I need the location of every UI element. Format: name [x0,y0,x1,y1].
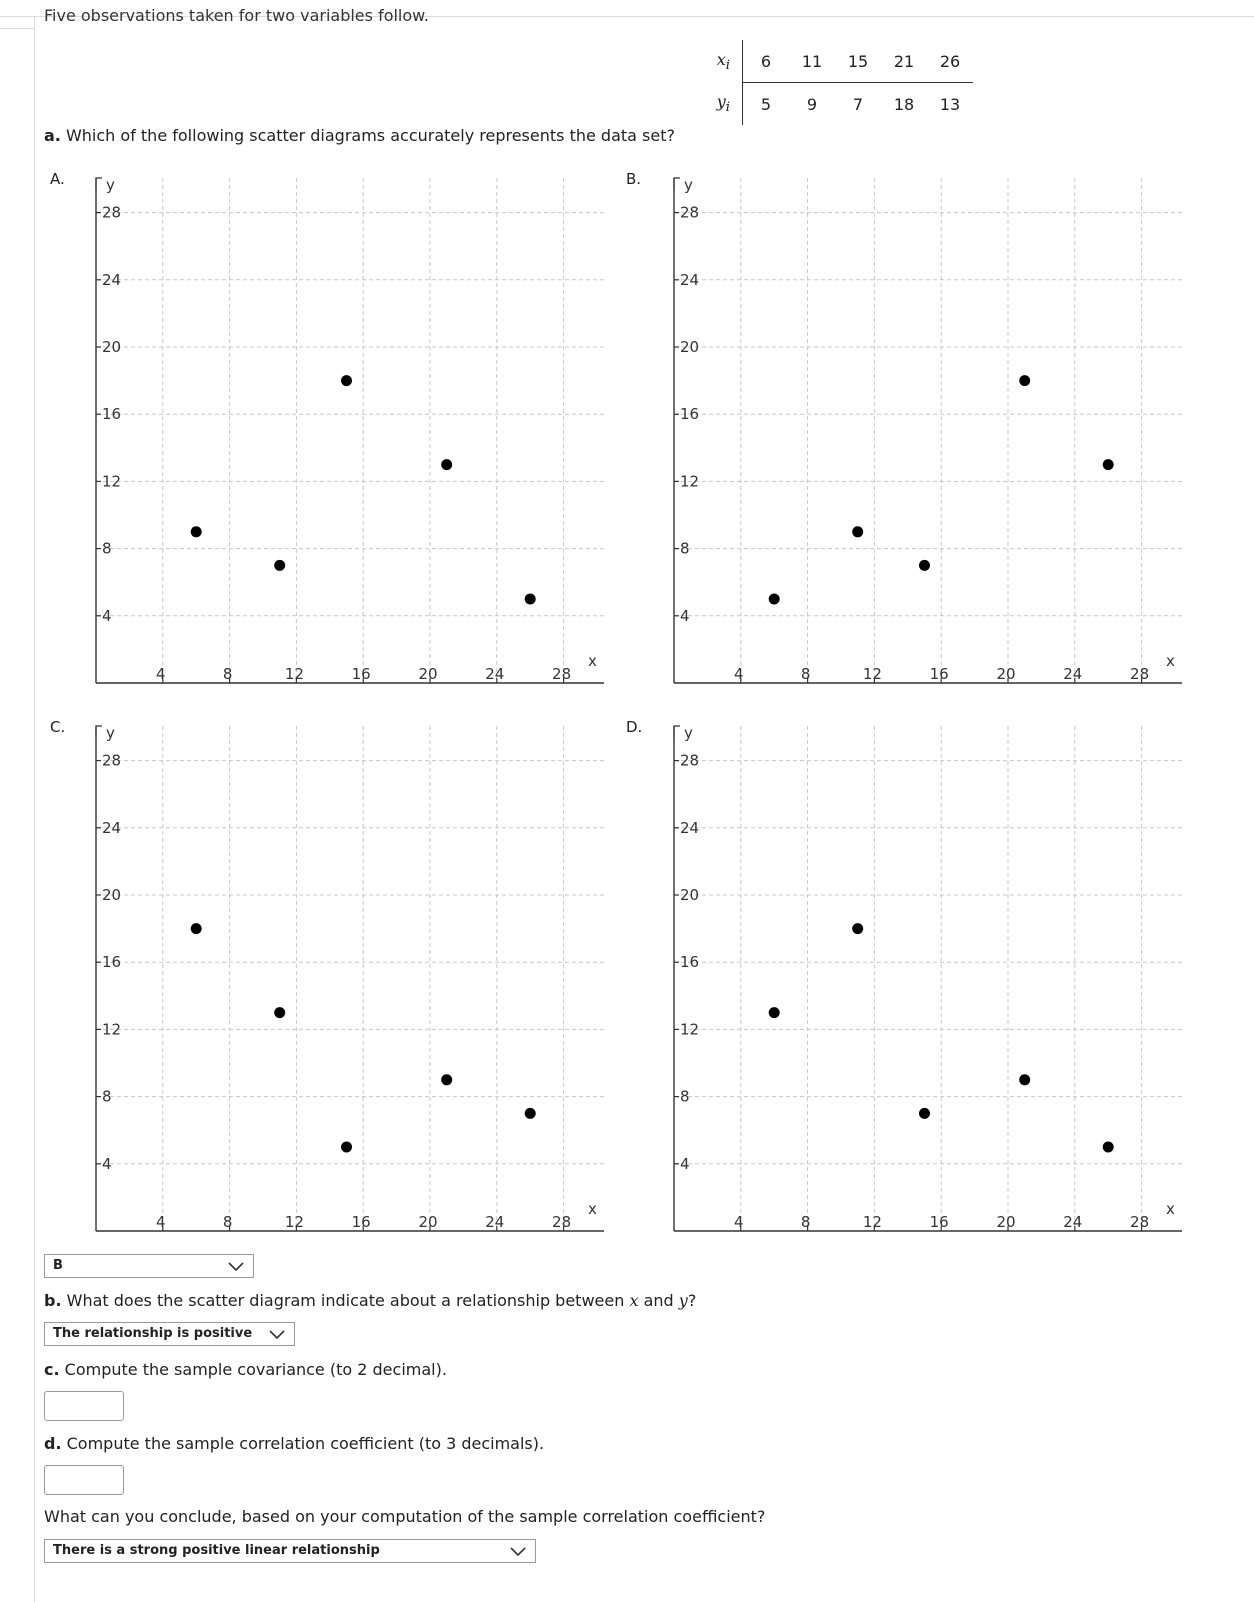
data-point [769,1007,780,1018]
x-header: $x_i$ [686,40,743,83]
answer-b-select[interactable] [44,1322,295,1346]
question-b-letter: b. [44,1291,62,1310]
option-label-b: B. [626,170,642,188]
y-tick-label: 20 [102,338,122,356]
y-tick-label: 28 [102,203,122,222]
data-point [525,594,536,605]
intro-text: Five observations taken for two variables follow. [44,6,429,25]
data-point [852,923,863,934]
table-row-y [686,83,973,126]
chevron-down-icon [268,1325,286,1343]
x-tick-label: 20 [418,1213,438,1231]
y-tick-label: 28 [680,203,700,222]
x-tick-label: 16 [351,665,371,683]
x-tick-label: 28 [552,1213,572,1231]
y-axis-label: y [106,176,115,194]
x-value: 6 [743,40,790,83]
x-tick-label: 28 [1130,1213,1150,1231]
y-tick-label: 4 [680,606,690,625]
data-point [274,560,285,571]
y-axis-cap [674,178,680,190]
x-tick-label: 8 [222,665,233,683]
data-point [1103,459,1114,470]
y-axis-label: y [106,724,115,742]
x-tick-label: 28 [552,665,572,683]
scatter-plot-c [88,718,608,1248]
scatter-plot-d [666,718,1186,1248]
y-tick-label: 24 [680,818,700,837]
data-point [191,526,202,537]
x-tick-label: 4 [156,1213,166,1231]
x-axis-label: x [588,652,597,670]
question-a-letter: a. [44,126,61,145]
y-tick-label: 8 [102,1087,112,1106]
correlation-input[interactable] [44,1465,124,1495]
y-value: 13 [939,94,961,114]
y-tick-label: 28 [102,751,122,770]
x-tick-label: 12 [284,665,304,683]
data-point [919,560,930,571]
conclusion-question: What can you conclude, based on your computation of the sample correlation coefficient? [44,1507,766,1526]
y-tick-label: 8 [102,539,112,558]
y-tick-label: 16 [680,405,700,424]
data-point [769,594,780,605]
y-value: 18 [893,94,915,114]
y-axis-cap [96,726,102,738]
chevron-down-icon [509,1542,527,1560]
y-tick-label: 24 [102,270,122,289]
y-tick-label: 4 [102,606,112,625]
y-tick-label: 12 [680,1020,700,1039]
y-value: 9 [806,94,818,114]
question-b: b. What does the scatter diagram indicate about a relationship between x and y? [44,1291,697,1310]
y-header: $y_i$ [686,83,743,126]
option-label-d: D. [626,718,643,736]
x-tick-label: 8 [222,1213,233,1231]
question-c-letter: c. [44,1360,60,1379]
left-divider [34,16,35,1602]
y-value: 5 [760,94,772,114]
covariance-input[interactable] [44,1391,124,1421]
x-axis-label: x [1166,652,1175,670]
x-value: 26 [927,40,973,83]
x-tick-label: 8 [800,665,811,683]
y-tick-label: 16 [102,953,122,972]
answer-b-value: The relationship is positive [53,1326,253,1341]
x-tick-label: 12 [284,1213,304,1231]
option-label-a: A. [50,170,65,188]
x-tick-label: 12 [862,665,882,683]
x-tick-label: 28 [1130,665,1150,683]
x-tick-label: 24 [485,665,505,683]
x-value: 15 [835,40,881,83]
data-point [1103,1142,1114,1153]
data-point [191,923,202,934]
scatter-plot-b [666,170,1186,700]
y-value: 7 [852,94,864,114]
y-axis-cap [674,726,680,738]
chevron-down-icon [227,1257,245,1275]
data-point [274,1007,285,1018]
y-axis-cap [96,178,102,190]
y-tick-label: 20 [102,886,122,904]
question-c-text: Compute the sample covariance (to 2 decimal). [64,1360,447,1379]
x-value: 21 [881,40,927,83]
question-d-letter: d. [44,1434,62,1453]
y-tick-label: 16 [680,953,700,972]
x-tick-label: 24 [1063,1213,1083,1231]
data-point [441,1074,452,1085]
data-point [1019,1074,1030,1085]
y-tick-label: 24 [102,818,122,837]
y-axis-label: y [684,724,693,742]
x-tick-label: 20 [996,1213,1016,1231]
data-point [341,1142,352,1153]
y-tick-label: 16 [102,405,122,424]
y-tick-label: 24 [680,270,700,289]
y-tick-label: 20 [680,338,700,356]
conclusion-select[interactable] [44,1539,536,1563]
x-tick-label: 8 [800,1213,811,1231]
y-tick-label: 4 [680,1154,690,1173]
x-tick-label: 16 [929,665,949,683]
x-tick-label: 16 [351,1213,371,1231]
answer-a-value: B [53,1258,63,1273]
conclusion-value: There is a strong positive linear relationship [53,1543,380,1558]
question-d [44,1434,544,1453]
y-tick-label: 12 [102,1020,122,1039]
y-tick-label: 12 [102,472,122,491]
data-point [1019,375,1030,386]
y-tick-label: 8 [680,1087,690,1106]
question-c [44,1360,447,1379]
x-tick-label: 4 [156,665,166,683]
x-tick-label: 4 [734,665,744,683]
x-tick-label: 12 [862,1213,882,1231]
option-label-c: C. [50,718,66,736]
y-tick-label: 20 [680,886,700,904]
x-value: 11 [789,40,835,83]
data-point [919,1108,930,1119]
x-tick-label: 24 [485,1213,505,1231]
scatter-plot-a [88,170,608,700]
data-point [852,526,863,537]
y-tick-label: 28 [680,751,700,770]
x-tick-label: 16 [929,1213,949,1231]
x-axis-label: x [1166,1200,1175,1218]
data-point [441,459,452,470]
y-tick-label: 12 [680,472,700,491]
answer-a-select[interactable] [44,1254,254,1278]
x-tick-label: 20 [996,665,1016,683]
x-tick-label: 4 [734,1213,744,1231]
question-a [44,126,675,145]
x-axis-label: x [588,1200,597,1218]
y-tick-label: 8 [680,539,690,558]
x-tick-label: 20 [418,665,438,683]
x-tick-label: 24 [1063,665,1083,683]
y-tick-label: 4 [102,1154,112,1173]
question-d-text: Compute the sample correlation coefficient (to 3 decimals). [66,1434,545,1453]
divider [0,28,34,29]
observations-table [686,40,973,125]
table-row-x [686,40,973,83]
data-point [341,375,352,386]
question-a-text: Which of the following scatter diagrams accurately represents the data set? [65,126,675,145]
data-point [525,1108,536,1119]
y-axis-label: y [684,176,693,194]
